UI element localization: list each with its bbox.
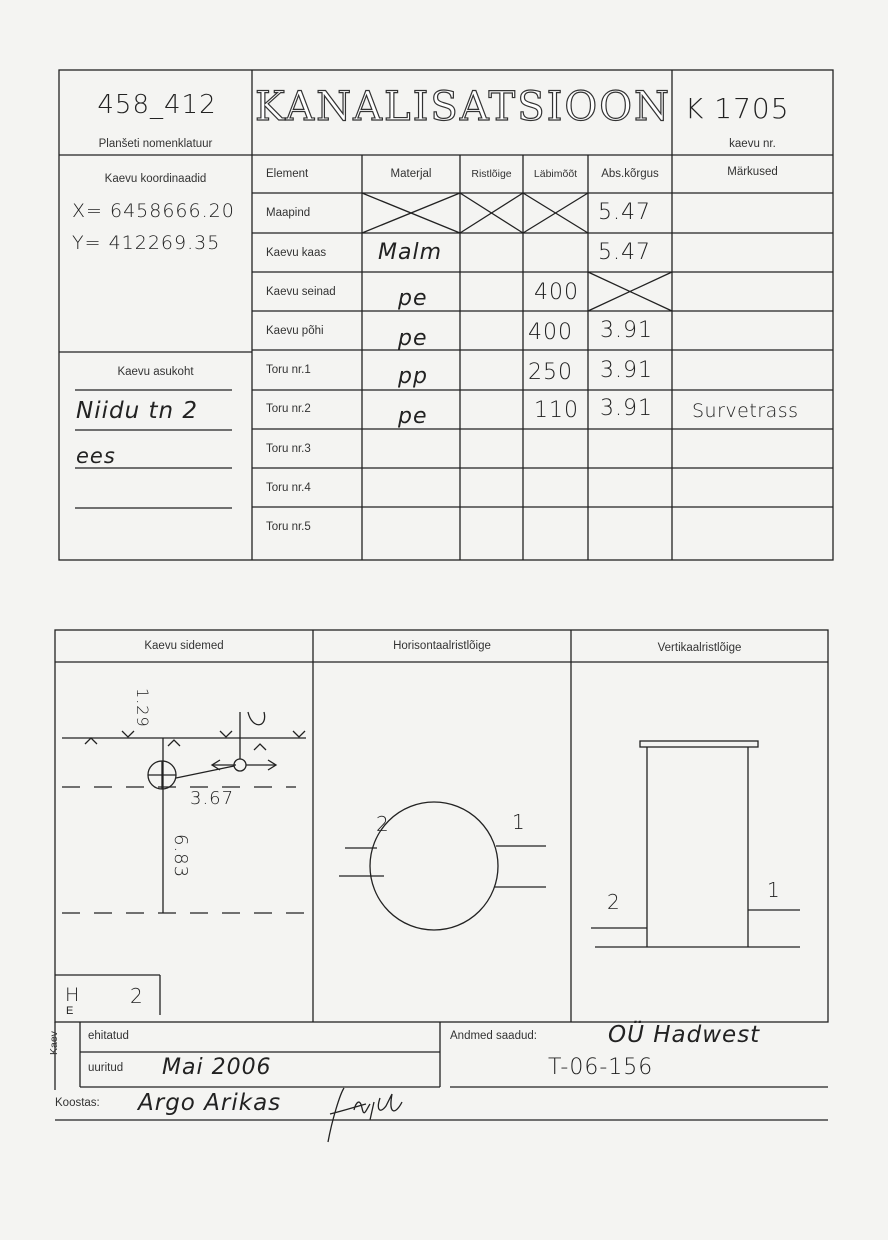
coordinate-x: X= 6458666.20	[72, 200, 235, 222]
ties-label: Kaevu sidemed	[144, 640, 224, 652]
vertical-section-label: Vertikaalristlõige	[657, 642, 742, 654]
header-material: Materjal	[390, 168, 432, 180]
row-material: Malm	[378, 240, 443, 265]
location-line2: ees	[76, 444, 116, 468]
header-cross-section: Ristlõige	[471, 168, 512, 180]
row-element: Toru nr.4	[266, 482, 311, 494]
row-element: Toru nr.2	[266, 403, 311, 415]
row-element: Kaevu põhi	[266, 325, 324, 337]
row-element: Kaevu kaas	[266, 247, 327, 259]
row-material: pe	[398, 404, 428, 429]
he-h-label: H	[65, 984, 81, 1006]
header-element: Element	[266, 168, 309, 180]
surveyed-value: Mai 2006	[162, 1055, 272, 1080]
row-height: 3.91	[600, 396, 653, 421]
data-source-code: T-06-156	[548, 1055, 654, 1080]
compiled-value: Argo Arikas	[138, 1090, 282, 1116]
tie-distance-2: 3.67	[190, 788, 235, 809]
row-height: 5.47	[598, 240, 651, 265]
built-label: ehitatud	[88, 1030, 129, 1042]
row-height: 5.47	[598, 200, 651, 225]
horizontal-pipe-1-label: 1	[512, 810, 526, 834]
location-label: Kaevu asukoht	[117, 366, 194, 378]
horizontal-section-label: Horisontaalristlõige	[393, 640, 491, 652]
sheet-nomenclature-value: 458_412	[97, 90, 217, 120]
row-element: Toru nr.1	[266, 364, 311, 376]
vertical-pipe-1-label: 1	[767, 878, 781, 902]
row-height: 3.91	[600, 318, 653, 343]
header-notes: Märkused	[727, 166, 778, 178]
tie-distance-1: 1.29	[133, 688, 152, 728]
coordinates-label: Kaevu koordinaadid	[104, 173, 207, 185]
row-material: pe	[398, 326, 428, 351]
header-diameter: Läbimõõt	[533, 168, 578, 180]
well-number-value: K 1705	[685, 92, 790, 125]
page-title: KANALISATSIOON	[255, 84, 671, 130]
tie-distance-3: 6.83	[170, 834, 191, 879]
horizontal-pipe-2-label: 2	[376, 812, 390, 836]
row-element: Kaevu seinad	[266, 286, 336, 298]
vertical-pipe-2-label: 2	[607, 890, 621, 914]
he-value: 2	[130, 984, 144, 1008]
he-e-label: E	[66, 1005, 74, 1017]
location-line1: Niidu tn 2	[76, 398, 199, 424]
row-element: Toru nr.5	[266, 521, 311, 533]
row-material: pp	[398, 364, 428, 389]
data-source-label: Andmed saadud:	[450, 1030, 537, 1042]
row-diameter: 250	[528, 360, 573, 385]
surveyed-label: uuritud	[88, 1062, 124, 1074]
compiled-label: Koostas:	[55, 1097, 100, 1109]
row-diameter: 400	[528, 320, 573, 345]
row-diameter: 400	[534, 280, 579, 305]
row-diameter: 110	[534, 398, 579, 423]
well-label: Kaev	[48, 1031, 60, 1055]
coordinate-y: Y= 412269.35	[72, 232, 221, 254]
data-source-value: OÜ Hadwest	[608, 1022, 761, 1048]
header-abs-height: Abs.kõrgus	[601, 168, 659, 180]
well-number-label: kaevu nr.	[729, 138, 776, 150]
row-material: pe	[398, 286, 428, 311]
row-element: Toru nr.3	[266, 443, 311, 455]
row-notes: Survetrass	[692, 400, 799, 422]
row-height: 3.91	[600, 358, 653, 383]
sheet-nomenclature-label: Planšeti nomenklatuur	[98, 138, 213, 150]
signature-scribble	[310, 1080, 410, 1150]
row-element: Maapind	[266, 207, 311, 219]
